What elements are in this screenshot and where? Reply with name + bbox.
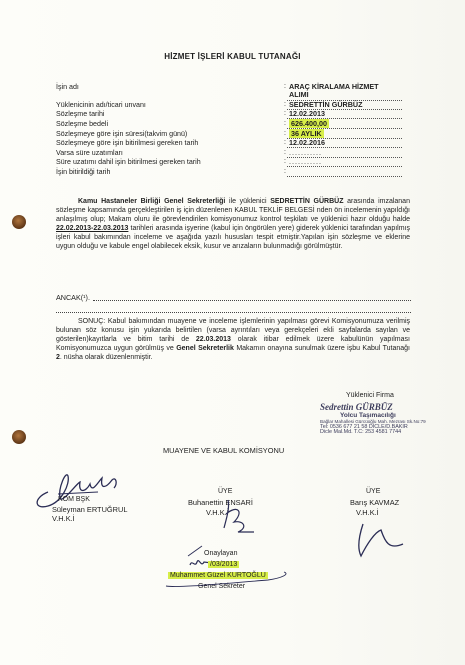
contractor-heading: Yüklenici Firma — [346, 392, 394, 399]
field-label: Yüklenicinin adı/ticari unvanı — [56, 101, 146, 109]
field-value-contract-amount: 626.400,00 — [291, 119, 327, 128]
member-2-title: V.H.K.İ — [206, 508, 229, 517]
field-label: Süre uzatımı dahil işin bitirilmesi gereken tarih — [56, 158, 201, 166]
member-3-title: V.H.K.İ — [356, 508, 379, 517]
dotted-line — [56, 312, 411, 313]
signature-member-3 — [345, 514, 415, 564]
field-label: İşin adı — [56, 83, 79, 91]
member-2-name: Buhanettin ENSARİ — [188, 498, 253, 507]
field-value-extensions: ........... — [289, 148, 322, 157]
field-label: Sözleşmeye göre işin süresi(takvim günü) — [56, 130, 188, 138]
approval-date: /03/2013 — [210, 561, 238, 568]
field-value-contractor: SEDRETTİN GÜRBÜZ — [289, 100, 363, 109]
field-value-duration: 36 AYLIK — [291, 129, 322, 138]
field-label: İşin bitirildiği tarih — [56, 168, 111, 176]
document-page: HİZMET İŞLERİ KABUL TUTANAĞI İşin adı : ARAÇ KİRALAMA HİZMET ALIMI Yüklenicinin adı/ticari unvanı : SEDRETTİN GÜRBÜZ Sözleşme tarihi : 12.02.2013 Sözleşme bedeli : 626.400,00 Sözleşmeye göre işin süresi(takvim günü) : 36 AYLIK Sözleşmeye göre işin bitirilmesi gereken tarih : 12.02.2016 Varsa süre uzatımları : ........... Süre uzatımı dahil işin bitirilmesi gereken tarih : ........... İşin bitirildiği tarih : Kamu Hastaneler Birliği Genel Sekreterliği ile yüklenici SEDRETTİN GÜRBÜZ arasında imzalanan sözleşme kapsamında gerçekleştirilen iş için düzenlenen KABUL TEKLİF BELGESİ nden ön incelemenin yapıldığı anlaşılmış olup; Makam oluru ile görevlendirilen komisyonumuz kontrol teşkilatı ve yüklenici hazır olduğu halde 22.02.2013-22.03.2013 tarihleri arasında işyerine (kabul için öngörülen yere) giderek yüklenici tarafından yapılmış işleri kabul bakımından inceleme ve aşağıda yazılı hususları tespit etmiştir.Yapılan işin sözleşme ve eklerine uygun olduğu ve kabule engel olabilecek eksik, kusur ve arızaların bulunmadığı görülmüştür. ANCAK(¹). SONUÇ: Kabul bakımından muayene ve inceleme işlemlerinin yapılması görevi Komisyonumuza verilmiş bulunan söz konusu işin yukarıda belirtilen (varsa ayrıntıları veya gerekçeleri ekli sayfalarda sayılan ve gösterilen)kayıtlarla ve bitim tarihi de 22.03.2013 olarak itibar edilmek üzere kabulünün yapılması Komisyonumuzca uygun görülmüş ve Genel Sekreterlik Makamın onayına sunulmak üzere işbu Kabul Tutanağı 2. nüsha olarak düzenlenmiştir. Yüklenici Firma Sedrettin GÜRBÜZ Yolcu Taşımacılığı Bağlar Mahallesi Gürcüoğlu Mah. Mezrası Sk.No:79 Tel: 0536 677 21 58 DİCLE/D.BAKIR Dicle Mal.Md. T.C: 253 4581 7744 MUAYENE VE KABUL KOMİSYONU KOM BŞK Süleyman ERTUĞRUL V.H.K.İ ÜYE Buhanettin ENSARİ V.H.K.İ ÜYE Barış KAVMAZ V.H.K.İ Onaylayan /03/2013 Muhammet Güzel KURTOĞLU Genel Sekreter — [0, 0, 465, 665]
member-2-role: ÜYE — [218, 488, 233, 495]
field-label: Sözleşme tarihi — [56, 110, 105, 118]
contractor-stamp: Sedrettin GÜRBÜZ Yolcu Taşımacılığı Bağlar Mahallesi Gürcüoğlu Mah. Mezrası Sk.No:79 Tel: 0536 677 21 58 DİCLE/D.BAKIR Dicle Mal.Md. T.C: 253 4581 7744 — [320, 402, 426, 435]
punch-hole — [12, 430, 26, 444]
field-label: Sözleşme bedeli — [56, 120, 109, 128]
field-value-contract-date: 12.02.2013 — [289, 109, 325, 118]
member-1-name: Süleyman ERTUĞRUL — [52, 505, 128, 514]
member-1-role: KOM BŞK — [58, 496, 90, 503]
ancak-label: ANCAK(¹). — [56, 293, 90, 302]
field-value-end-date: 12.02.2016 — [289, 138, 325, 147]
approval-label: Onaylayan — [204, 550, 238, 557]
field-value-job-name: ARAÇ KİRALAMA HİZMET ALIMI — [289, 82, 379, 99]
approver-name: Muhammet Güzel KURTOĞLU — [170, 572, 266, 579]
signature-member-2 — [214, 492, 264, 542]
inspection-paragraph: Kamu Hastaneler Birliği Genel Sekreterliği ile yüklenici SEDRETTİN GÜRBÜZ arasında imzalanan sözleşme kapsamında gerçekleştirilen iş için düzenlenen KABUL TEKLİF BELGESİ nden ön incelemenin yapıldığı anlaşılmış olup; Makam oluru ile görevlendirilen komisyonumuz kontrol teşkilatı ve yüklenici hazır olduğu halde 22.02.2013-22.03.2013 tarihleri arasında işyerine (kabul için öngörülen yere) giderek yüklenici tarafından yapılmış işleri kabul bakımından inceleme ve aşağıda yazılı hususları tespit etmiştir.Yapılan işin sözleşme ve eklerine uygun olduğu ve kabule engel olabilecek eksik, kusur ve arızaların bulunmadığı görülmüştür. — [56, 198, 410, 250]
punch-hole — [12, 215, 26, 229]
member-1-title: V.H.K.İ — [52, 514, 75, 523]
field-label: Sözleşmeye göre işin bitirilmesi gereken tarih — [56, 139, 199, 147]
field-value-extended-end-date: ........... — [289, 157, 322, 166]
member-3-name: Barış KAVMAZ — [350, 498, 400, 507]
member-3-role: ÜYE — [366, 488, 381, 495]
dotted-line — [93, 300, 411, 301]
document-title: HİZMET İŞLERİ KABUL TUTANAĞI — [164, 52, 301, 61]
field-label: Varsa süre uzatımları — [56, 149, 123, 157]
approver-title: Genel Sekreter — [198, 583, 246, 590]
commission-heading: MUAYENE VE KABUL KOMİSYONU — [163, 446, 285, 455]
result-paragraph: SONUÇ: Kabul bakımından muayene ve inceleme işlemlerinin yapılması görevi Komisyonumuza verilmiş bulunan söz konusu işin yukarıda belirtilen (varsa ayrıntıları veya gerekçeleri ekli sayfalarda sayılan ve gösterilen)kayıtlarla ve bitim tarihi de 22.03.2013 olarak itibar edilmek üzere kabulünün yapılması Komisyonumuzca uygun görülmüş ve Genel Sekreterlik Makamın onayına sunulmak üzere işbu Kabul Tutanağı 2. nüsha olarak düzenlenmiştir. — [56, 318, 411, 361]
approval-signature — [158, 542, 298, 592]
